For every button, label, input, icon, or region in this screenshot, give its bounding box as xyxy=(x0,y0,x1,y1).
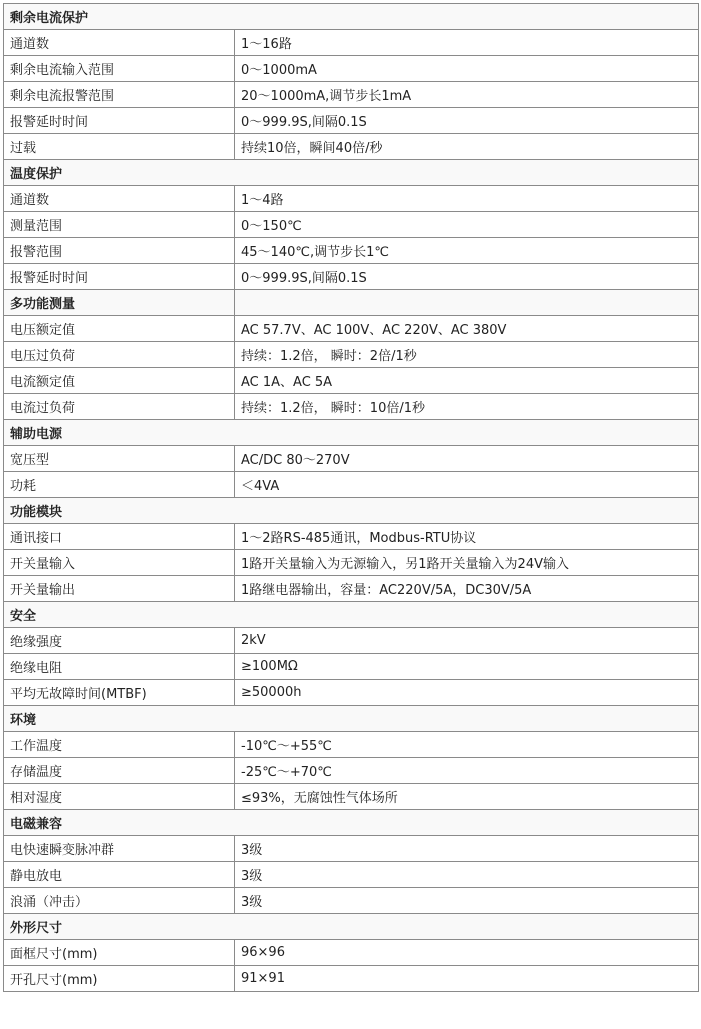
spec-label: 工作温度 xyxy=(4,732,235,758)
spec-label: 报警延时时间 xyxy=(4,264,235,290)
spec-label: 剩余电流输入范围 xyxy=(4,56,235,82)
section-title: 功能模块 xyxy=(4,498,699,524)
spec-label: 绝缘电阻 xyxy=(4,654,235,680)
table-row xyxy=(4,134,699,160)
section-header-row xyxy=(4,160,699,186)
spec-label: 功耗 xyxy=(4,472,235,498)
section-title: 外形尺寸 xyxy=(4,914,699,940)
table-row xyxy=(4,680,699,706)
spec-value: -10℃～+55℃ xyxy=(235,732,699,758)
table-row xyxy=(4,758,699,784)
section-title: 剩余电流保护 xyxy=(4,4,699,30)
section-header-row xyxy=(4,810,699,836)
spec-value: 0～999.9S,间隔0.1S xyxy=(235,264,699,290)
table-row xyxy=(4,524,699,550)
spec-value: 持续：1.2倍， 瞬时：2倍/1秒 xyxy=(235,342,699,368)
spec-value: 2kV xyxy=(235,628,699,654)
spec-value: 3级 xyxy=(235,862,699,888)
spec-label: 面框尺寸(mm) xyxy=(4,940,235,966)
spec-table-body xyxy=(4,4,699,992)
spec-label: 存储温度 xyxy=(4,758,235,784)
spec-label: 测量范围 xyxy=(4,212,235,238)
table-row xyxy=(4,238,699,264)
table-row xyxy=(4,446,699,472)
spec-value: 持续：1.2倍， 瞬时：10倍/1秒 xyxy=(235,394,699,420)
section-title: 辅助电源 xyxy=(4,420,699,446)
spec-value: 1～16路 xyxy=(235,30,699,56)
spec-label: 电压额定值 xyxy=(4,316,235,342)
spec-value: 0～150℃ xyxy=(235,212,699,238)
spec-label: 相对湿度 xyxy=(4,784,235,810)
spec-table xyxy=(3,3,699,992)
spec-value: 3级 xyxy=(235,888,699,914)
spec-value: 1～2路RS-485通讯，Modbus-RTU协议 xyxy=(235,524,699,550)
section-title: 安全 xyxy=(4,602,699,628)
table-row xyxy=(4,628,699,654)
table-row xyxy=(4,472,699,498)
table-row xyxy=(4,836,699,862)
spec-value: ＜4VA xyxy=(235,472,699,498)
spec-label: 通道数 xyxy=(4,186,235,212)
section-header-row xyxy=(4,706,699,732)
section-header-row xyxy=(4,914,699,940)
spec-value: AC 57.7V、AC 100V、AC 220V、AC 380V xyxy=(235,316,699,342)
spec-label: 静电放电 xyxy=(4,862,235,888)
spec-label: 通讯接口 xyxy=(4,524,235,550)
table-row xyxy=(4,394,699,420)
spec-value: ≤93%，无腐蚀性气体场所 xyxy=(235,784,699,810)
section-header-row xyxy=(4,290,699,316)
spec-label: 开孔尺寸(mm) xyxy=(4,966,235,992)
table-row xyxy=(4,784,699,810)
spec-label: 电流过负荷 xyxy=(4,394,235,420)
section-empty-cell xyxy=(235,290,699,316)
spec-label: 报警延时时间 xyxy=(4,108,235,134)
spec-label: 过载 xyxy=(4,134,235,160)
section-header-row xyxy=(4,498,699,524)
table-row xyxy=(4,30,699,56)
section-header-row xyxy=(4,602,699,628)
spec-value: 0～1000mA xyxy=(235,56,699,82)
spec-value: 45～140℃,调节步长1℃ xyxy=(235,238,699,264)
table-row xyxy=(4,654,699,680)
spec-value: 3级 xyxy=(235,836,699,862)
spec-value: ≥50000h xyxy=(235,680,699,706)
spec-value: 20～1000mA,调节步长1mA xyxy=(235,82,699,108)
table-row xyxy=(4,966,699,992)
spec-label: 电流额定值 xyxy=(4,368,235,394)
section-header-row xyxy=(4,420,699,446)
table-row xyxy=(4,56,699,82)
section-title: 电磁兼容 xyxy=(4,810,699,836)
spec-value: AC 1A、AC 5A xyxy=(235,368,699,394)
table-row xyxy=(4,368,699,394)
table-row xyxy=(4,862,699,888)
spec-label: 浪涌（冲击） xyxy=(4,888,235,914)
spec-label: 绝缘强度 xyxy=(4,628,235,654)
table-row xyxy=(4,316,699,342)
spec-value: 1～4路 xyxy=(235,186,699,212)
spec-label: 电压过负荷 xyxy=(4,342,235,368)
section-title: 环境 xyxy=(4,706,699,732)
table-row xyxy=(4,940,699,966)
spec-value: AC/DC 80～270V xyxy=(235,446,699,472)
spec-label: 平均无故障时间(MTBF) xyxy=(4,680,235,706)
spec-value: -25℃～+70℃ xyxy=(235,758,699,784)
spec-label: 剩余电流报警范围 xyxy=(4,82,235,108)
table-row xyxy=(4,108,699,134)
spec-value: 持续10倍，瞬间40倍/秒 xyxy=(235,134,699,160)
table-row xyxy=(4,888,699,914)
section-title: 多功能测量 xyxy=(4,290,235,316)
spec-label: 开关量输入 xyxy=(4,550,235,576)
spec-value: 96×96 xyxy=(235,940,699,966)
spec-value: 1路开关量输入为无源输入，另1路开关量输入为24V输入 xyxy=(235,550,699,576)
table-row xyxy=(4,550,699,576)
section-header-row xyxy=(4,4,699,30)
spec-label: 通道数 xyxy=(4,30,235,56)
spec-label: 开关量输出 xyxy=(4,576,235,602)
section-title: 温度保护 xyxy=(4,160,699,186)
table-row xyxy=(4,576,699,602)
spec-value: 91×91 xyxy=(235,966,699,992)
spec-value: ≥100MΩ xyxy=(235,654,699,680)
spec-label: 报警范围 xyxy=(4,238,235,264)
spec-value: 0～999.9S,间隔0.1S xyxy=(235,108,699,134)
spec-label: 宽压型 xyxy=(4,446,235,472)
table-row xyxy=(4,264,699,290)
spec-label: 电快速瞬变脉冲群 xyxy=(4,836,235,862)
table-row xyxy=(4,186,699,212)
table-row xyxy=(4,82,699,108)
table-row xyxy=(4,342,699,368)
table-row xyxy=(4,212,699,238)
table-row xyxy=(4,732,699,758)
spec-value: 1路继电器输出，容量：AC220V/5A，DC30V/5A xyxy=(235,576,699,602)
